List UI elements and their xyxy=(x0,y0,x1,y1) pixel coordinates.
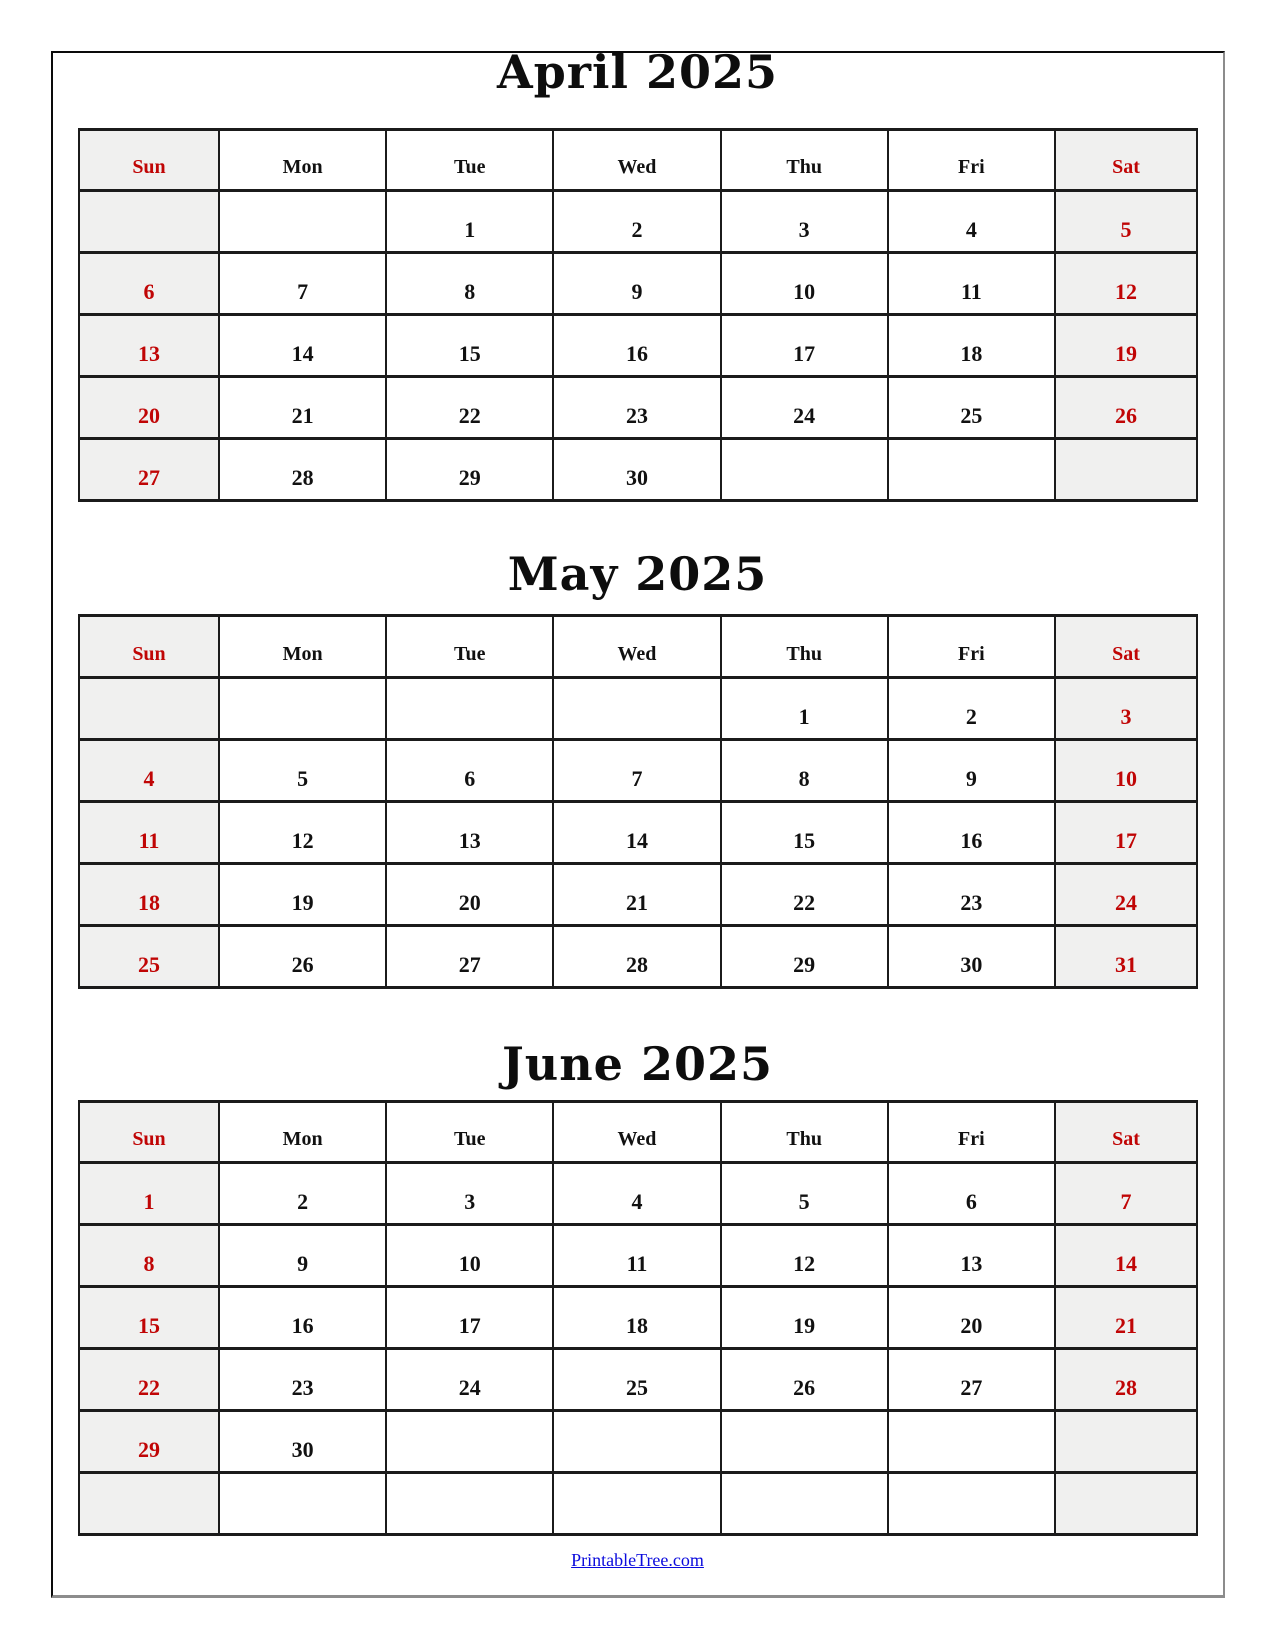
empty-day-cell xyxy=(721,1411,888,1473)
day-cell: 20 xyxy=(888,1287,1055,1349)
day-cell: 28 xyxy=(1055,1349,1197,1411)
day-cell: 16 xyxy=(219,1287,386,1349)
day-cell: 26 xyxy=(219,926,386,988)
day-cell: 20 xyxy=(79,377,219,439)
day-cell: 23 xyxy=(888,864,1055,926)
day-cell: 5 xyxy=(219,740,386,802)
day-cell: 21 xyxy=(1055,1287,1197,1349)
day-cell: 5 xyxy=(721,1163,888,1225)
empty-day-cell xyxy=(386,1473,553,1535)
empty-day-cell xyxy=(386,678,553,740)
day-cell: 9 xyxy=(553,253,720,315)
day-cell: 24 xyxy=(721,377,888,439)
calendar-table-april xyxy=(78,128,1198,502)
day-cell: 17 xyxy=(1055,802,1197,864)
day-cell: 2 xyxy=(888,678,1055,740)
day-cell: 30 xyxy=(219,1411,386,1473)
day-cell: 10 xyxy=(386,1225,553,1287)
empty-day-cell xyxy=(1055,1473,1197,1535)
day-cell: 30 xyxy=(888,926,1055,988)
week-row xyxy=(79,439,1197,501)
day-cell: 12 xyxy=(721,1225,888,1287)
day-header-row xyxy=(79,616,1197,678)
footer-site-link[interactable]: PrintableTree.com xyxy=(571,1550,704,1570)
day-cell: 19 xyxy=(721,1287,888,1349)
week-row xyxy=(79,191,1197,253)
day-cell: 17 xyxy=(721,315,888,377)
day-cell: 7 xyxy=(1055,1163,1197,1225)
week-row xyxy=(79,315,1197,377)
day-header-mon: Mon xyxy=(219,616,386,678)
empty-day-cell xyxy=(219,191,386,253)
day-cell: 24 xyxy=(1055,864,1197,926)
day-header-wed: Wed xyxy=(553,616,720,678)
empty-day-cell xyxy=(553,1473,720,1535)
day-cell: 14 xyxy=(1055,1225,1197,1287)
day-cell: 1 xyxy=(79,1163,219,1225)
day-cell: 22 xyxy=(721,864,888,926)
day-cell: 15 xyxy=(79,1287,219,1349)
day-cell: 18 xyxy=(888,315,1055,377)
day-cell: 19 xyxy=(1055,315,1197,377)
day-cell: 11 xyxy=(553,1225,720,1287)
week-row xyxy=(79,740,1197,802)
day-cell: 24 xyxy=(386,1349,553,1411)
day-header-fri: Fri xyxy=(888,130,1055,191)
day-cell: 2 xyxy=(553,191,720,253)
day-header-tue: Tue xyxy=(386,1102,553,1163)
calendar-table-june xyxy=(78,1100,1198,1536)
day-cell: 27 xyxy=(888,1349,1055,1411)
empty-day-cell xyxy=(888,439,1055,501)
day-header-sat: Sat xyxy=(1055,616,1197,678)
empty-day-cell xyxy=(79,191,219,253)
day-header-tue: Tue xyxy=(386,130,553,191)
empty-day-cell xyxy=(553,678,720,740)
week-row xyxy=(79,1411,1197,1473)
day-cell: 13 xyxy=(888,1225,1055,1287)
day-cell: 6 xyxy=(386,740,553,802)
day-header-wed: Wed xyxy=(553,1102,720,1163)
day-cell: 21 xyxy=(553,864,720,926)
month-title-may: May 2025 xyxy=(507,547,768,601)
empty-day-cell xyxy=(219,678,386,740)
day-cell: 23 xyxy=(219,1349,386,1411)
calendar-table-may xyxy=(78,614,1198,989)
empty-day-cell xyxy=(1055,1411,1197,1473)
day-header-sun: Sun xyxy=(79,1102,219,1163)
week-row xyxy=(79,802,1197,864)
week-row xyxy=(79,926,1197,988)
day-header-mon: Mon xyxy=(219,130,386,191)
day-cell: 29 xyxy=(721,926,888,988)
day-cell: 3 xyxy=(721,191,888,253)
day-cell: 19 xyxy=(219,864,386,926)
day-cell: 1 xyxy=(386,191,553,253)
day-cell: 8 xyxy=(386,253,553,315)
empty-day-cell xyxy=(888,1473,1055,1535)
empty-day-cell xyxy=(721,1473,888,1535)
day-cell: 13 xyxy=(79,315,219,377)
day-header-wed: Wed xyxy=(553,130,720,191)
day-cell: 26 xyxy=(1055,377,1197,439)
day-cell: 25 xyxy=(79,926,219,988)
day-cell: 1 xyxy=(721,678,888,740)
day-cell: 6 xyxy=(79,253,219,315)
day-cell: 12 xyxy=(219,802,386,864)
week-row xyxy=(79,864,1197,926)
week-row xyxy=(79,253,1197,315)
day-cell: 10 xyxy=(1055,740,1197,802)
day-cell: 8 xyxy=(79,1225,219,1287)
week-row xyxy=(79,1287,1197,1349)
day-cell: 14 xyxy=(219,315,386,377)
day-cell: 17 xyxy=(386,1287,553,1349)
day-cell: 3 xyxy=(386,1163,553,1225)
day-cell: 27 xyxy=(386,926,553,988)
day-header-thu: Thu xyxy=(721,1102,888,1163)
day-header-mon: Mon xyxy=(219,1102,386,1163)
day-header-sun: Sun xyxy=(79,130,219,191)
day-header-row xyxy=(79,1102,1197,1163)
day-cell: 26 xyxy=(721,1349,888,1411)
day-header-thu: Thu xyxy=(721,616,888,678)
day-header-fri: Fri xyxy=(888,616,1055,678)
day-cell: 27 xyxy=(79,439,219,501)
day-cell: 28 xyxy=(553,926,720,988)
day-cell: 15 xyxy=(386,315,553,377)
week-row xyxy=(79,1225,1197,1287)
day-cell: 18 xyxy=(553,1287,720,1349)
week-row xyxy=(79,1473,1197,1535)
day-header-fri: Fri xyxy=(888,1102,1055,1163)
empty-day-cell xyxy=(79,678,219,740)
empty-day-cell xyxy=(79,1473,219,1535)
day-cell: 11 xyxy=(79,802,219,864)
day-cell: 14 xyxy=(553,802,720,864)
day-cell: 4 xyxy=(79,740,219,802)
day-cell: 20 xyxy=(386,864,553,926)
day-cell: 30 xyxy=(553,439,720,501)
week-row xyxy=(79,1349,1197,1411)
day-cell: 22 xyxy=(386,377,553,439)
day-cell: 22 xyxy=(79,1349,219,1411)
day-cell: 11 xyxy=(888,253,1055,315)
month-title-june: June 2025 xyxy=(502,1037,773,1091)
day-cell: 5 xyxy=(1055,191,1197,253)
empty-day-cell xyxy=(219,1473,386,1535)
day-cell: 7 xyxy=(553,740,720,802)
day-header-sun: Sun xyxy=(79,616,219,678)
day-header-tue: Tue xyxy=(386,616,553,678)
day-cell: 9 xyxy=(888,740,1055,802)
week-row xyxy=(79,377,1197,439)
day-cell: 7 xyxy=(219,253,386,315)
day-cell: 4 xyxy=(553,1163,720,1225)
day-cell: 31 xyxy=(1055,926,1197,988)
empty-day-cell xyxy=(888,1411,1055,1473)
day-cell: 4 xyxy=(888,191,1055,253)
day-cell: 10 xyxy=(721,253,888,315)
day-cell: 16 xyxy=(888,802,1055,864)
day-cell: 29 xyxy=(386,439,553,501)
day-cell: 18 xyxy=(79,864,219,926)
empty-day-cell xyxy=(721,439,888,501)
day-cell: 16 xyxy=(553,315,720,377)
day-header-sat: Sat xyxy=(1055,130,1197,191)
empty-day-cell xyxy=(1055,439,1197,501)
empty-day-cell xyxy=(386,1411,553,1473)
day-cell: 23 xyxy=(553,377,720,439)
day-cell: 15 xyxy=(721,802,888,864)
day-cell: 29 xyxy=(79,1411,219,1473)
week-row xyxy=(79,1163,1197,1225)
day-header-row xyxy=(79,130,1197,191)
day-cell: 2 xyxy=(219,1163,386,1225)
day-cell: 9 xyxy=(219,1225,386,1287)
day-cell: 25 xyxy=(888,377,1055,439)
empty-day-cell xyxy=(553,1411,720,1473)
footer xyxy=(0,1550,1275,1571)
day-cell: 28 xyxy=(219,439,386,501)
day-cell: 21 xyxy=(219,377,386,439)
day-cell: 25 xyxy=(553,1349,720,1411)
day-cell: 6 xyxy=(888,1163,1055,1225)
day-cell: 3 xyxy=(1055,678,1197,740)
day-cell: 8 xyxy=(721,740,888,802)
month-title-april: April 2025 xyxy=(496,45,779,99)
day-header-thu: Thu xyxy=(721,130,888,191)
day-cell: 13 xyxy=(386,802,553,864)
day-header-sat: Sat xyxy=(1055,1102,1197,1163)
day-cell: 12 xyxy=(1055,253,1197,315)
week-row xyxy=(79,678,1197,740)
